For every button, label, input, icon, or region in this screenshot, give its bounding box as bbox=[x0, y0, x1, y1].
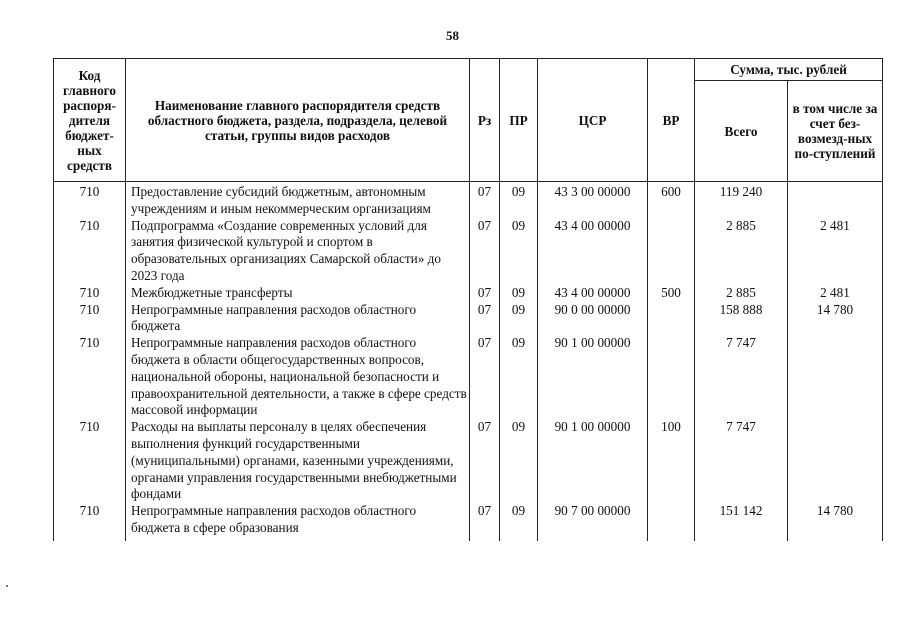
table-row bbox=[54, 335, 883, 419]
spacer-cell bbox=[470, 537, 500, 541]
cell-code: 710 bbox=[54, 503, 126, 537]
table-body bbox=[54, 182, 883, 541]
cell-total: 2 885 bbox=[695, 218, 788, 285]
cell-grant bbox=[788, 419, 883, 503]
cell-code: 710 bbox=[54, 182, 126, 218]
cell-pr: 09 bbox=[500, 285, 538, 302]
cell-csr: 90 0 00 00000 bbox=[538, 302, 648, 336]
cell-name: Подпрограмма «Создание современных условий для занятия физической культурой и спортом в образовательных организациях Самарской области» до 2023 года bbox=[126, 218, 470, 285]
cell-name: Межбюджетные трансферты bbox=[126, 285, 470, 302]
header-vr: ВР bbox=[648, 59, 695, 182]
cell-rz: 07 bbox=[470, 218, 500, 285]
cell-vr: 500 bbox=[648, 285, 695, 302]
cell-name: Расходы на выплаты персоналу в целях обеспечения выполнения функций государственными (муниципальными) органами, казенными учреждениями, органами управления государственными внебюджетными фондами bbox=[126, 419, 470, 503]
cell-rz: 07 bbox=[470, 182, 500, 218]
cell-rz: 07 bbox=[470, 503, 500, 537]
header-pr: ПР bbox=[500, 59, 538, 182]
budget-table bbox=[53, 58, 883, 541]
spacer-cell bbox=[538, 537, 648, 541]
spacer-cell bbox=[648, 537, 695, 541]
cell-pr: 09 bbox=[500, 302, 538, 336]
cell-code: 710 bbox=[54, 419, 126, 503]
cell-grant: 2 481 bbox=[788, 285, 883, 302]
cell-name: Непрограммные направления расходов областного бюджета в области общегосударственных вопросов, национальной обороны, национальной безопасности и правоохранительной деятельности, а также в сфере средств массовой информации bbox=[126, 335, 470, 419]
cell-rz: 07 bbox=[470, 419, 500, 503]
table-row bbox=[54, 419, 883, 503]
cell-name: Непрограммные направления расходов областного бюджета bbox=[126, 302, 470, 336]
cell-total: 158 888 bbox=[695, 302, 788, 336]
spacer-cell bbox=[126, 537, 470, 541]
cell-code: 710 bbox=[54, 218, 126, 285]
cell-csr: 43 4 00 00000 bbox=[538, 285, 648, 302]
cell-grant bbox=[788, 335, 883, 419]
header-csr: ЦСР bbox=[538, 59, 648, 182]
cell-grant: 2 481 bbox=[788, 218, 883, 285]
cell-csr: 90 1 00 00000 bbox=[538, 419, 648, 503]
cell-vr bbox=[648, 218, 695, 285]
cell-total: 2 885 bbox=[695, 285, 788, 302]
cell-total: 7 747 bbox=[695, 419, 788, 503]
cell-rz: 07 bbox=[470, 335, 500, 419]
cell-pr: 09 bbox=[500, 419, 538, 503]
header-name: Наименование главного распорядителя средств областного бюджета, раздела, подраздела, целевой статьи, группы видов расходов bbox=[126, 59, 470, 182]
cell-total: 151 142 bbox=[695, 503, 788, 537]
table-spacer-row bbox=[54, 537, 883, 541]
cell-code: 710 bbox=[54, 302, 126, 336]
table-row bbox=[54, 302, 883, 336]
header-total: Всего bbox=[695, 81, 788, 182]
spacer-cell bbox=[695, 537, 788, 541]
header-code: Код главного распоря-дителя бюджет-ных средств bbox=[54, 59, 126, 182]
cell-pr: 09 bbox=[500, 182, 538, 218]
cell-name: Предоставление субсидий бюджетным, автономным учреждениям и иным некоммерческим организациям bbox=[126, 182, 470, 218]
cell-name: Непрограммные направления расходов областного бюджета в сфере образования bbox=[126, 503, 470, 537]
cell-rz: 07 bbox=[470, 302, 500, 336]
cell-pr: 09 bbox=[500, 218, 538, 285]
cell-rz: 07 bbox=[470, 285, 500, 302]
spacer-cell bbox=[788, 537, 883, 541]
cell-csr: 90 1 00 00000 bbox=[538, 335, 648, 419]
spacer-cell bbox=[500, 537, 538, 541]
cell-vr bbox=[648, 302, 695, 336]
cell-csr: 43 3 00 00000 bbox=[538, 182, 648, 218]
cell-total: 7 747 bbox=[695, 335, 788, 419]
cell-csr: 90 7 00 00000 bbox=[538, 503, 648, 537]
cell-vr bbox=[648, 503, 695, 537]
header-grant: в том числе за счет без-возмезд-ных по-ступлений bbox=[788, 81, 883, 182]
cell-pr: 09 bbox=[500, 503, 538, 537]
cell-grant: 14 780 bbox=[788, 503, 883, 537]
scan-speck bbox=[6, 585, 8, 587]
cell-vr bbox=[648, 335, 695, 419]
cell-vr: 100 bbox=[648, 419, 695, 503]
cell-code: 710 bbox=[54, 285, 126, 302]
header-sum: Сумма, тыс. рублей bbox=[695, 59, 883, 81]
header-rz: Рз bbox=[470, 59, 500, 182]
page-number: 58 bbox=[446, 28, 459, 43]
cell-grant: 14 780 bbox=[788, 302, 883, 336]
table-row bbox=[54, 182, 883, 218]
table-row bbox=[54, 218, 883, 285]
spacer-cell bbox=[54, 537, 126, 541]
cell-code: 710 bbox=[54, 335, 126, 419]
table-row bbox=[54, 285, 883, 302]
cell-vr: 600 bbox=[648, 182, 695, 218]
cell-grant bbox=[788, 182, 883, 218]
cell-csr: 43 4 00 00000 bbox=[538, 218, 648, 285]
cell-pr: 09 bbox=[500, 335, 538, 419]
table-row bbox=[54, 503, 883, 537]
cell-total: 119 240 bbox=[695, 182, 788, 218]
